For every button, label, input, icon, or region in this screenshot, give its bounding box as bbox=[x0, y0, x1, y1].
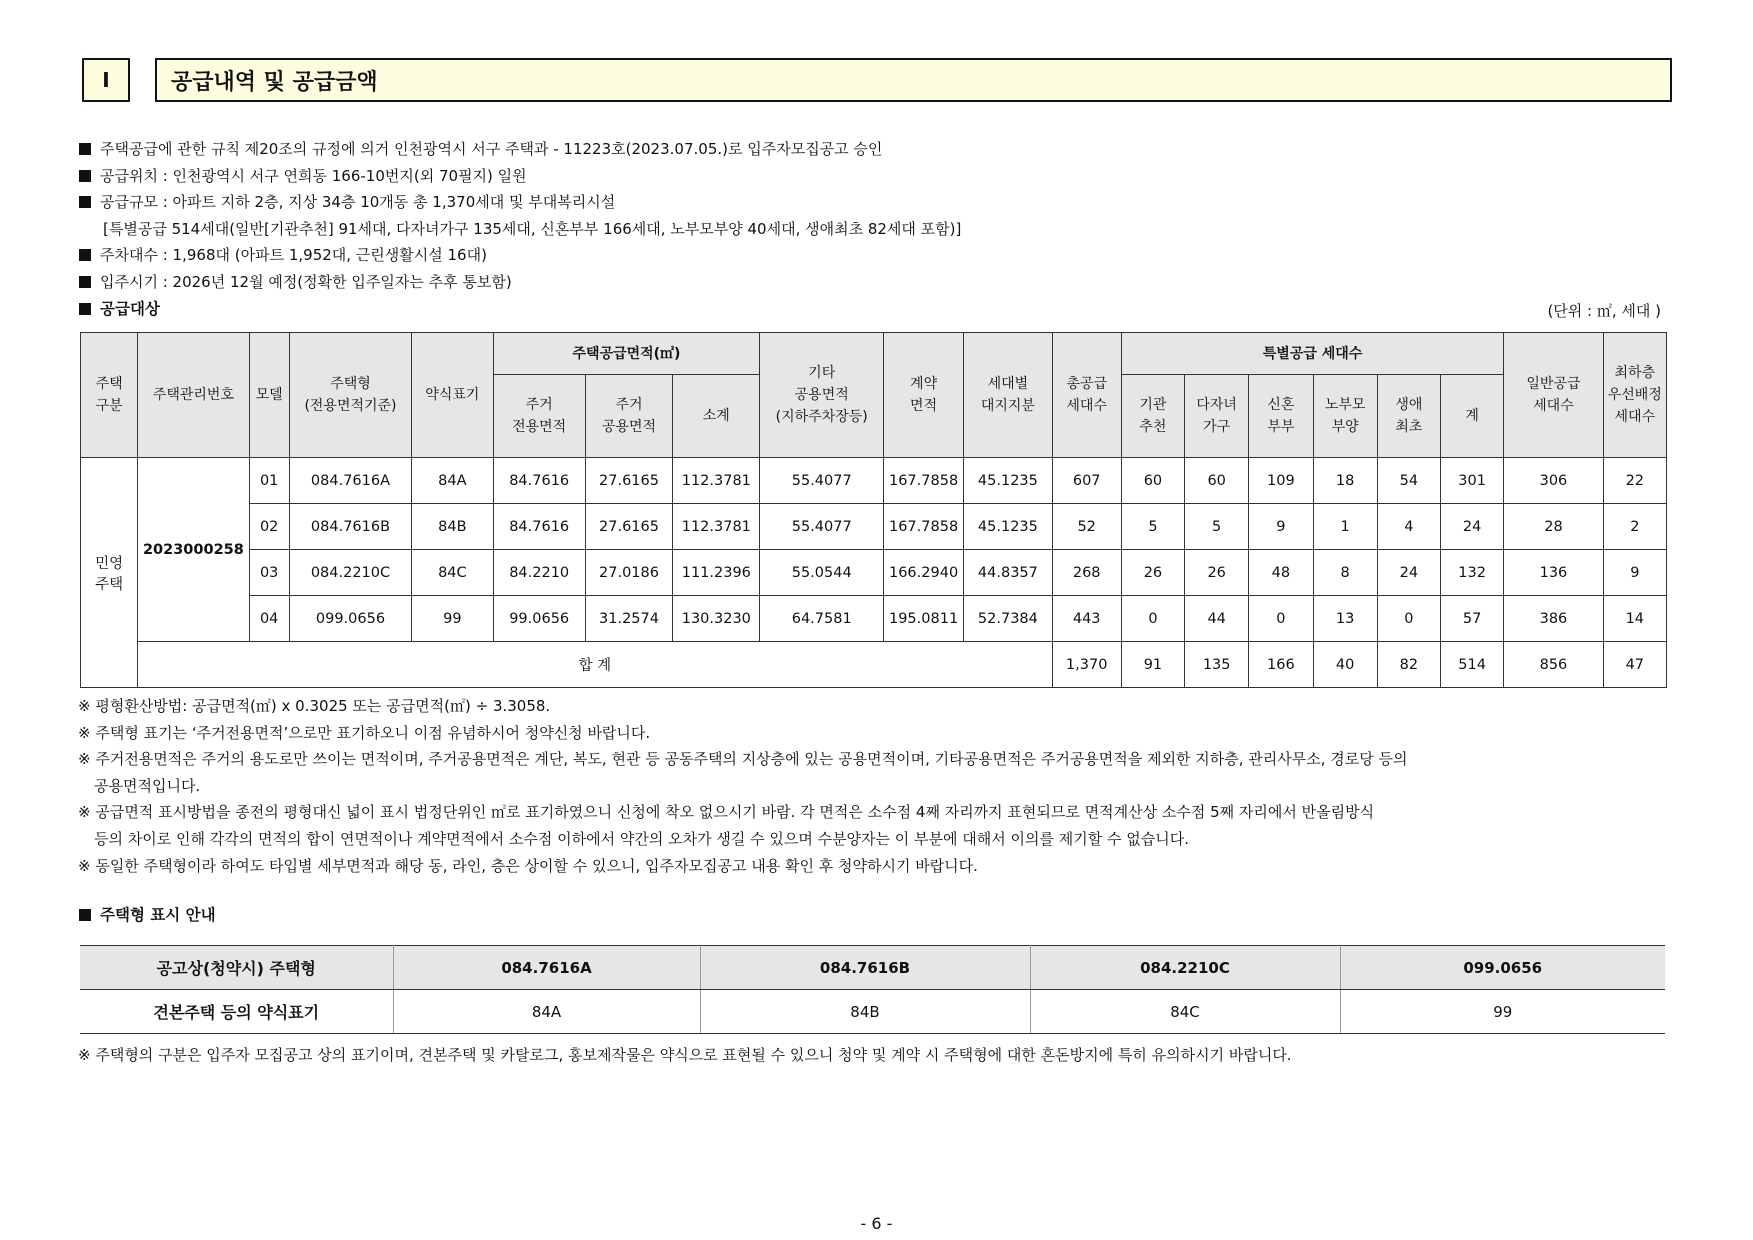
table-row: 민영 주택 2023000258 01 084.7616A 84A 84.7616 27.6165 112.3781 55.4077 167.7858 45.1235 607 60 60 109 18 54 301 306 22 bbox=[81, 458, 1667, 504]
col-sp-first: 생애 최초 bbox=[1377, 375, 1440, 458]
type-guide-table bbox=[80, 945, 1665, 1034]
note-type-variation: ※ 동일한 주택형이라 하여도 타입별 세부면적과 해당 동, 라인, 층은 상이할 수 있으니, 입주자모집공고 내용 확인 후 청약하시기 바랍니다. bbox=[78, 856, 978, 875]
col-lowest-floor: 최하층 우선배정 세대수 bbox=[1603, 333, 1666, 458]
notes-block bbox=[78, 693, 1678, 879]
type-guide-note: ※ 주택형의 구분은 입주자 모집공고 상의 표기이며, 견본주택 및 카탈로그, 홍보제작물은 약식으로 표현될 수 있으니 청약 및 계약 시 주택형에 대한 혼돈방지에 특히 유의하시기 바랍니다. bbox=[78, 1046, 1292, 1064]
table-row: 02 084.7616B 84B 84.7616 27.6165 112.3781 55.4077 167.7858 45.1235 52 5 5 9 1 4 24 28 2 bbox=[81, 504, 1667, 550]
bullet-approval: 주택공급에 관한 규칙 제20조의 규정에 의거 인천광역시 서구 주택과 - 11223호(2023.07.05.)로 입주자모집공고 승인 bbox=[79, 136, 1679, 163]
sum-label: 합 계 bbox=[138, 642, 1052, 688]
section-title: 공급내역 및 공급금액 bbox=[155, 58, 1672, 102]
col-total-units: 총공급 세대수 bbox=[1052, 333, 1121, 458]
col-land-share: 세대별 대지지분 bbox=[964, 333, 1052, 458]
bullet-location: 공급위치 : 인천광역시 서구 연희동 166-10번지(외 70필지) 일원 bbox=[79, 163, 1679, 190]
col-housing-category: 주택 구분 bbox=[81, 333, 138, 458]
col-supply-area: 주택공급면적(㎡) bbox=[493, 333, 760, 375]
col-model: 모델 bbox=[249, 333, 289, 458]
bullet-parking: 주차대수 : 1,968대 (아파트 1,952대, 근린생활시설 16대) bbox=[79, 242, 1679, 269]
supply-table bbox=[80, 332, 1667, 688]
square-bullet-icon bbox=[79, 276, 91, 288]
col-abbrev: 약식표기 bbox=[412, 333, 493, 458]
housing-category-cell: 민영 주택 bbox=[81, 458, 138, 688]
square-bullet-icon bbox=[79, 303, 91, 315]
table-row: 03 084.2210C 84C 84.2210 27.0186 111.2396 55.0544 166.2940 44.8357 268 26 26 48 8 24 132 136 9 bbox=[81, 550, 1667, 596]
col-general-supply: 일반공급 세대수 bbox=[1504, 333, 1603, 458]
square-bullet-icon bbox=[79, 249, 91, 261]
col-mgmt-number: 주택관리번호 bbox=[138, 333, 249, 458]
note-area-display: ※ 공급면적 표시방법을 종전의 평형대신 넓이 표시 법정단위인 ㎡로 표기하였으니 신청에 착오 없으시기 바람. 각 면적은 소수점 4째 자리까지 표현되므로 면적계산상 소수점 5째 자리에서 반올림방식 bbox=[78, 803, 1375, 822]
unit-label: (단위 : ㎡, 세대 ) bbox=[1547, 302, 1661, 320]
type-guide-abbrev-row: 견본주택 등의 약식표기 84A 84B 84C 99 bbox=[80, 990, 1665, 1034]
supply-target-heading: 공급대상 bbox=[79, 297, 160, 319]
table-row: 04 099.0656 99 99.0656 31.2574 130.3230 64.7581 195.0811 52.7384 443 0 44 0 13 0 57 386 14 bbox=[81, 596, 1667, 642]
note-area-definition: ※ 주거전용면적은 주거의 용도로만 쓰이는 면적이며, 주거공용면적은 계단, 복도, 현관 등 공동주택의 지상층에 있는 공용면적이며, 기타공용면적은 주거공용면적을 제외한 지하층, 관리사무소, 경로당 등의 bbox=[78, 750, 1408, 769]
col-exclusive-area: 주거 전용면적 bbox=[493, 375, 585, 458]
overview-bullets bbox=[79, 136, 1679, 296]
page-number: - 6 - bbox=[860, 1214, 893, 1233]
col-special-supply: 특별공급 세대수 bbox=[1121, 333, 1503, 375]
section-number: I bbox=[82, 58, 130, 102]
col-sp-institution: 기관 추천 bbox=[1121, 375, 1184, 458]
bullet-scale: 공급규모 : 아파트 지하 2층, 지상 34층 10개동 총 1,370세대 및 부대복리시설 bbox=[79, 189, 1679, 216]
type-guide-header-row: 공고상(청약시) 주택형 084.7616A 084.7616B 084.2210C 099.0656 bbox=[80, 946, 1665, 990]
square-bullet-icon bbox=[79, 143, 91, 155]
note-area-display-cont: 등의 차이로 인해 각각의 면적의 합이 연면적이나 계약면적에서 소수점 이하에서 약간의 오차가 생길 수 있으며 수분양자는 이 부분에 대해서 이의를 제기할 수 없습니다. bbox=[94, 829, 1189, 848]
square-bullet-icon bbox=[79, 909, 91, 921]
sum-row: 합 계 1,370 91 135 166 40 82 514 856 47 bbox=[81, 642, 1667, 688]
col-housing-type: 주택형 (전용면적기준) bbox=[289, 333, 411, 458]
type-guide-heading: 주택형 표시 안내 bbox=[79, 903, 216, 925]
square-bullet-icon bbox=[79, 196, 91, 208]
note-type-label: ※ 주택형 표기는 ‘주거전용면적’으로만 표기하오니 이점 유념하시어 청약신청 바랍니다. bbox=[78, 723, 651, 742]
col-other-common: 기타 공용면적 (지하주차장등) bbox=[760, 333, 883, 458]
note-conversion: ※ 평형환산방법: 공급면적(㎡) x 0.3025 또는 공급면적(㎡) ÷ 3.3058. bbox=[78, 697, 551, 715]
col-subtotal: 소계 bbox=[673, 375, 760, 458]
note-area-definition-cont: 공용면적입니다. bbox=[94, 776, 201, 795]
square-bullet-icon bbox=[79, 170, 91, 182]
mgmt-number-cell: 2023000258 bbox=[138, 458, 249, 642]
col-sp-newlywed: 신혼 부부 bbox=[1249, 375, 1313, 458]
col-sp-total: 계 bbox=[1440, 375, 1503, 458]
col-sp-elderly: 노부모 부양 bbox=[1313, 375, 1377, 458]
col-common-area: 주거 공용면적 bbox=[585, 375, 672, 458]
bullet-move-in: 입주시기 : 2026년 12월 예정(정확한 입주일자는 추후 통보함) bbox=[79, 269, 1679, 296]
section-header bbox=[82, 58, 1672, 103]
col-sp-multichild: 다자녀 가구 bbox=[1185, 375, 1249, 458]
col-contract-area: 계약 면적 bbox=[883, 333, 963, 458]
bullet-special-supply: [특별공급 514세대(일반[기관추천] 91세대, 다자녀가구 135세대, 신혼부부 166세대, 노부모부양 40세대, 생애최초 82세대 포함)] bbox=[103, 219, 962, 238]
